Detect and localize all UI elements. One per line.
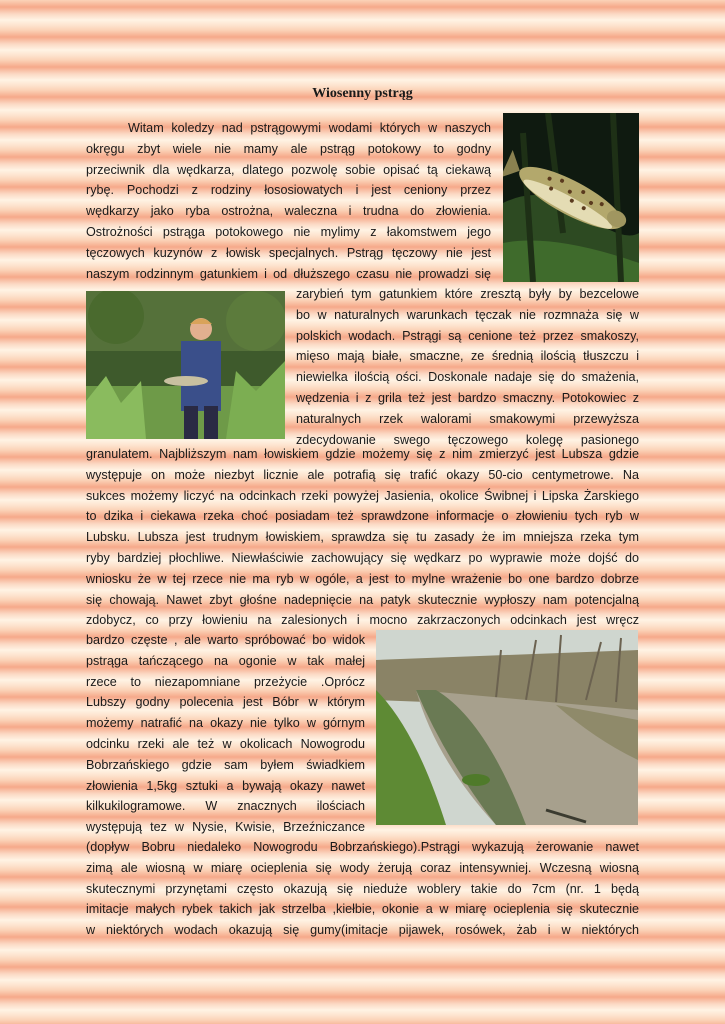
article-title: Wiosenny pstrąg bbox=[312, 86, 413, 101]
trout-paragraph-line: zdecydowanie swego tęczowego kolegę pasionego bbox=[296, 432, 639, 447]
bobr-paragraph-line: Bobrzańskiego gdzie sam byłem świadkiem bbox=[86, 757, 365, 772]
bobr-paragraph-line: pstrąga tańczącego na ogonie w tak małej bbox=[86, 653, 365, 668]
spring-paragraph-line: skutecznymi przynętami często okazują się nieduże woblery takie do 7cm (nr. 1 będą bbox=[86, 881, 639, 896]
trout-photo bbox=[503, 113, 639, 282]
intro-paragraph-line: wędkarzy jako ryba ostrożna, waleczna i trudna do złowienia. bbox=[86, 204, 491, 219]
trout-paragraph-line: niewielka ilością ości. Doskonale nadaje się do smażenia, bbox=[296, 370, 639, 385]
trout-paragraph-line: polskich wodach. Pstrągi są cenione też przez smakoszy, bbox=[296, 328, 639, 343]
bobr-paragraph-line: odcinku rzeki ale też w okolicach Nowogrodu bbox=[86, 737, 365, 751]
intro-paragraph-line: tęczowych kuzynów z łowisk specjalnych. Pstrąg tęczowy nie jest bbox=[86, 245, 491, 260]
bobr-paragraph-line: złowienia 1,5kg sztuki a bywają okazy nawet bbox=[86, 778, 365, 793]
bobr-paragraph-line: bardzo częste , ale warto spróbować bo widok bbox=[86, 633, 365, 647]
lubsza-paragraph-line: ryby bardziej płochliwe. Niewłaściwie zachowujący się wędkarz po wyprawie może dojść do bbox=[86, 551, 639, 565]
lubsza-paragraph-line: sukces możemy liczyć na odcinkach rzeki powyżej Jasienia, okolice Świbnej i Lipska Żarskiego bbox=[86, 488, 639, 503]
bobr-paragraph-line: rzece to niezapomniane przeżycie .Oprócz bbox=[86, 674, 365, 689]
lubsza-paragraph-line: to dzika i ciekawa rzeka choć posiadam też sprawdzone informacje o złowieniu tych ryb w bbox=[86, 509, 639, 524]
trout-paragraph-line: wędzenia i z grila też jest bardzo smaczny. Potokowiec z bbox=[296, 391, 639, 405]
trout-paragraph-line: zarybień tym gatunkiem które zresztą były by bezcelowe bbox=[296, 287, 639, 301]
trout-paragraph-line: naturalnych rzek walorami smakowymi przewyższa bbox=[296, 411, 639, 426]
spring-paragraph-line: w niektórych wodach okazują się gumy(imitacje pijawek, rosówek, żab i w niektórych bbox=[86, 923, 639, 938]
lubsza-paragraph-line: zdobycz, co przy łowieniu na zalesionych i mocno zakrzaczonych odcinkach jest wręcz bbox=[86, 613, 639, 628]
lubsza-paragraph-line: granulatem. Najbliższym nam łowiskiem gdzie możemy się z nim zmierzyć jest Lubsza gdzie bbox=[86, 447, 639, 461]
bobr-paragraph-line: występują tez w Nysie, Kwisie, Brzeźniczance bbox=[86, 820, 365, 835]
angler-photo bbox=[86, 291, 285, 439]
lubsza-paragraph-line: Lubsku. Lubsza jest trudnym łowiskiem, sprawdza się tu zasady że im mniejsza rzeka tym bbox=[86, 530, 639, 545]
bobr-paragraph-line: możemy natrafić na okazy nie tylko w górnym bbox=[86, 716, 365, 731]
intro-paragraph-line: okręgu zbyt wiele nie mamy ale pstrąg potokowy to godny bbox=[86, 141, 491, 156]
spring-paragraph-line: (dopływ Bobru niedaleko Nowogrodu Bobrzańskiego).Pstrągi wykazują żerowanie nawet bbox=[86, 840, 639, 854]
trout-paragraph-line: mięso mają białe, smaczne, ze średnią ilością tłuszczu i bbox=[296, 349, 639, 364]
lubsza-paragraph-line: się chowają. Nawet zbyt głośne nadepnięcie na patyk skutecznie wypłoszy nam potencjalną bbox=[86, 592, 639, 607]
intro-paragraph-line: Witam koledzy nad pstrągowymi wodami których w naszych bbox=[128, 121, 491, 135]
spring-paragraph-line: imitacje małych rybek takich jak strzelba ,kiełbie, okonie a w miarę ocieplenia się skutecznie bbox=[86, 902, 639, 917]
lubsza-paragraph-line: występuje on może niezbyt licznie ale potrafią się trafić okazy 50-cio centymetrowe. Na bbox=[86, 467, 639, 482]
intro-paragraph-line: przeciwnik dla wędkarza, dlatego pozwolę sobie opisać tą ciekawą bbox=[86, 162, 491, 177]
lubsza-paragraph-line: wniosku że w tej rzece nie ma ryb w ogóle, a jest to mylne wrażenie bo one bardzo dobrze bbox=[86, 571, 639, 586]
bobr-paragraph-line: Lubszy godny polecenia jest Bóbr w którym bbox=[86, 695, 365, 710]
bobr-paragraph-line: kilkukilogramowe. W znacznych ilościach bbox=[86, 799, 365, 814]
intro-paragraph-line: naszym rodzinnym gatunkiem i od dłuższego czasu nie prowadzi się bbox=[86, 266, 491, 281]
spring-paragraph-line: zimą ale wiosną w miarę ocieplenia się wody żerują coraz intensywniej. Wczesną wiosną bbox=[86, 860, 639, 875]
trout-paragraph-line: bo w naturalnych warunkach tęczak nie rozmnaża się w bbox=[296, 307, 639, 322]
intro-paragraph-line: rybę. Pochodzi z rodziny łososiowatych i jest ceniony przez bbox=[86, 183, 491, 198]
intro-paragraph-line: Ostrożności pstrąga potokowego nie mylimy z łakomstwem jego bbox=[86, 225, 491, 239]
river-photo bbox=[376, 630, 638, 825]
